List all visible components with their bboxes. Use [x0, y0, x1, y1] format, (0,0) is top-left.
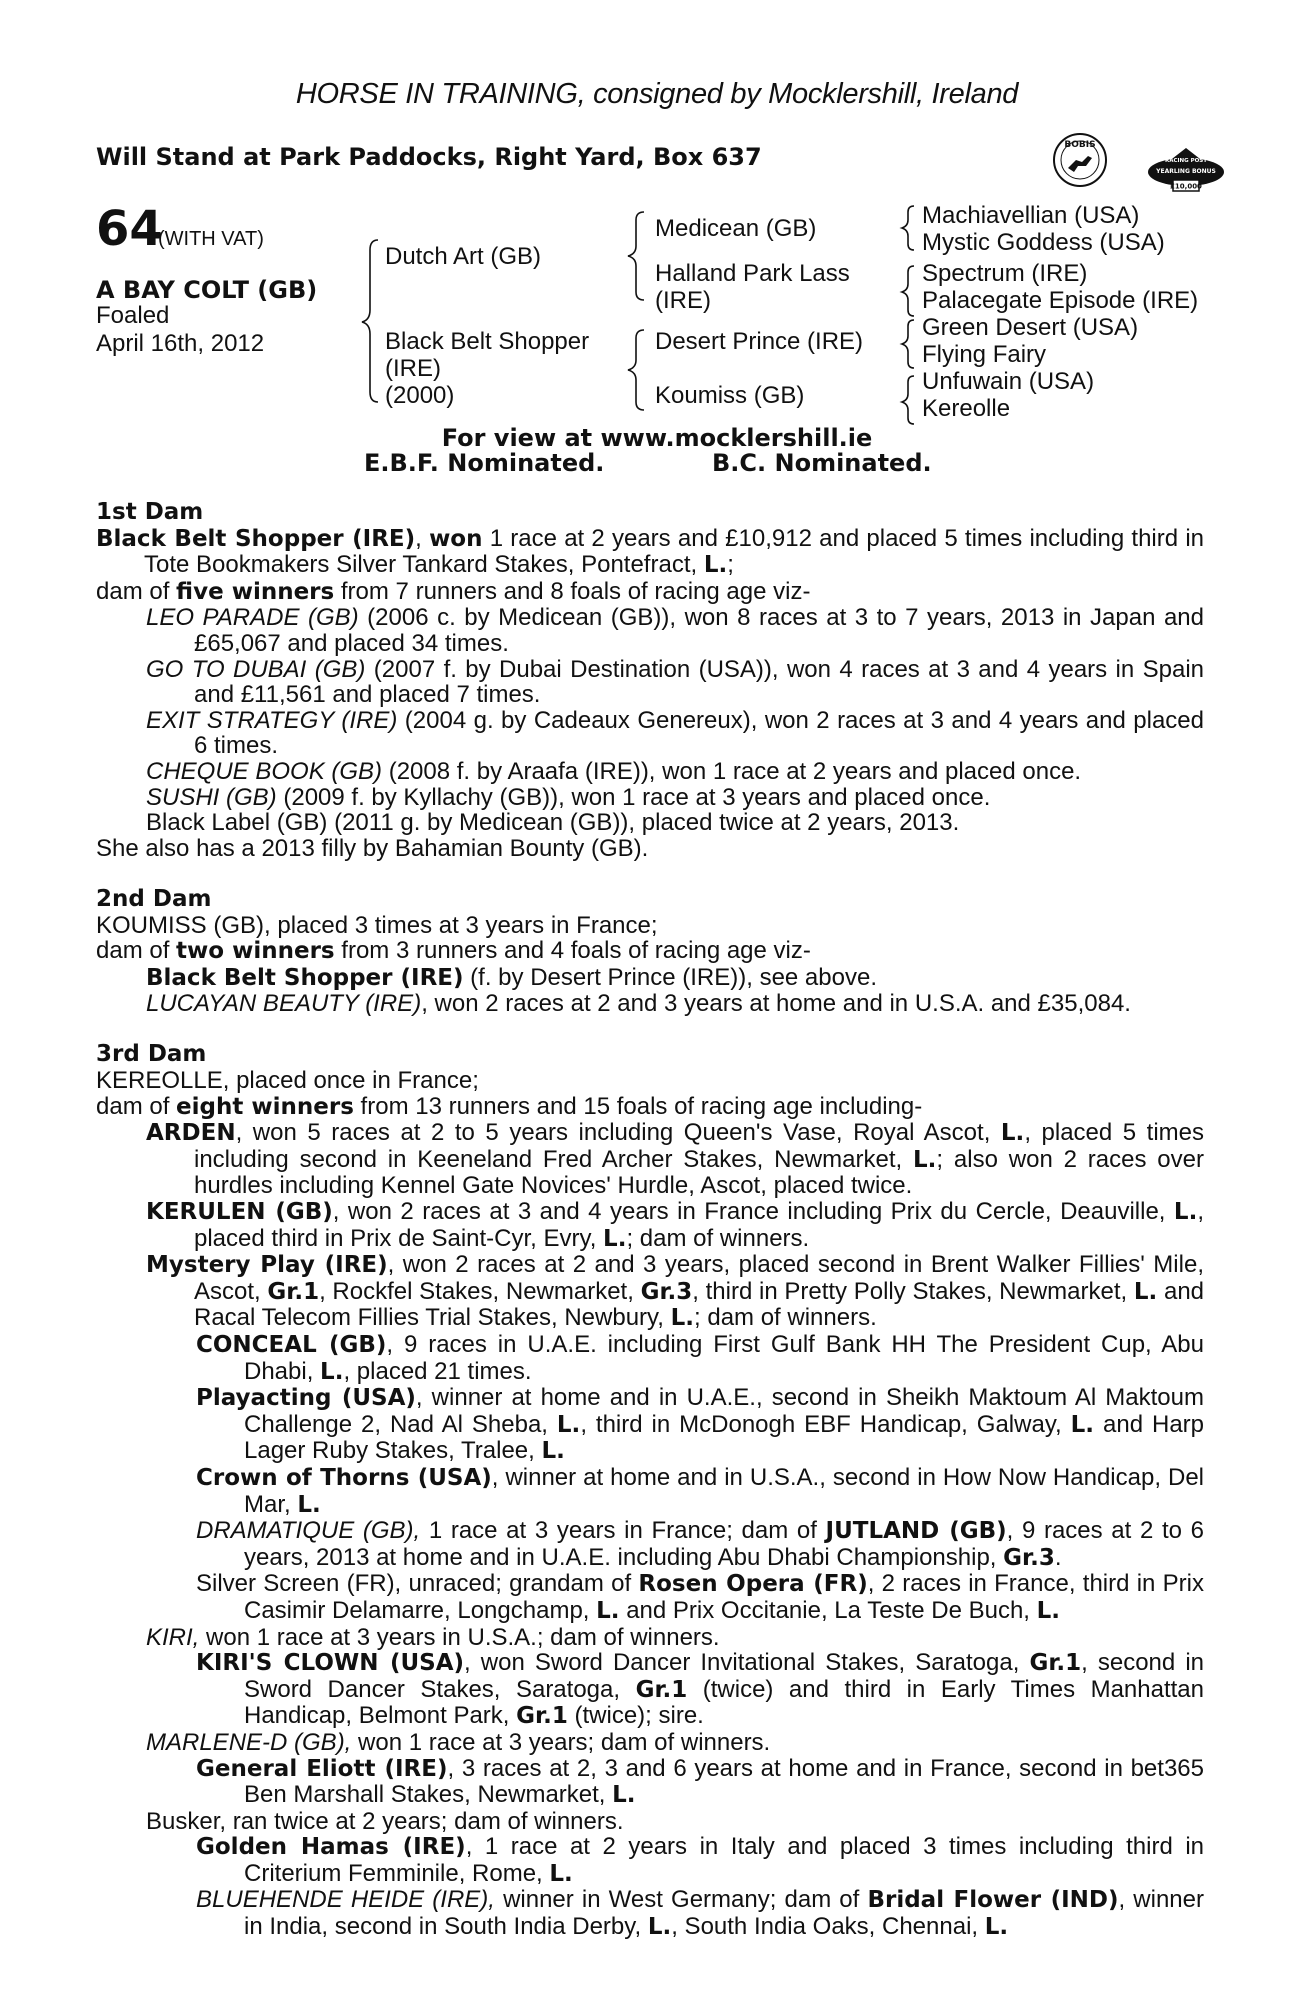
produce-item: EXIT STRATEGY (IRE) (2004 g. by Cadeaux Genereux), won 2 races at 3 and 4 years and placed 6 times. [146, 706, 1204, 760]
svg-text:£10,000: £10,000 [1170, 182, 1202, 191]
first-dam-heading: 1st Dam [96, 499, 204, 525]
pedigree-dds: Unfuwain (USA) [922, 368, 1095, 395]
pedigree-dam-line2: (IRE) [385, 355, 441, 382]
third-dam-produce: dam of eight winners from 13 runners and 15 foals of racing age including- [96, 1092, 923, 1120]
pedigree-sdd: Palacegate Episode (IRE) [922, 287, 1199, 314]
pedigree-sire-sire: Medicean (GB) [655, 215, 817, 242]
lot-number: 64 [96, 201, 163, 257]
pedigree-notes [96, 500, 1204, 1941]
bc-nominated: B.C. Nominated. [712, 449, 932, 477]
first-dam-produce: dam of five winners from 7 runners and 8 foals of racing age viz- [96, 577, 811, 605]
pedigree-dam-line3: (2000) [385, 382, 455, 409]
produce-item: KERULEN (GB), won 2 races at 3 and 4 years in France including Prix du Cercle, Deauville, L., placed third in Prix de Saint-Cyr, Evry, L.; dam of winners. [146, 1198, 1204, 1252]
produce-item: Crown of Thorns (USA), winner at home and in U.S.A., second in How Now Handicap, Del Mar, L. [196, 1463, 1204, 1518]
first-dam-also: She also has a 2013 filly by Bahamian Bounty (GB). [96, 834, 649, 862]
second-dam-heading: 2nd Dam [96, 885, 212, 912]
produce-item: Black Label (GB) (2011 g. by Medicean (GB)), placed twice at 2 years, 2013. [146, 809, 960, 837]
produce-item: KIRI, won 1 race at 3 years in U.S.A.; dam of winners. [146, 1623, 720, 1651]
foaled-date: April 16th, 2012 [96, 330, 265, 357]
produce-item: Silver Screen (FR), unraced; grandam of Rosen Opera (FR), 2 races in France, third in Prix Casimir Delamarre, Longchamp, L. and Prix Occitanie, La Teste De Buch, L. [196, 1570, 1204, 1624]
svg-text:BOBIS: BOBIS [1064, 140, 1096, 150]
produce-item: DRAMATIQUE (GB), 1 race at 3 years in France; dam of JUTLAND (GB), 9 races at 2 to 6 years, 2013 at home and in U.A.E. including Abu Dhabi Championship, Gr.3. [196, 1517, 1204, 1571]
produce-item: Golden Hamas (IRE), 1 race at 2 years in Italy and placed 3 times including third in Criterium Femminile, Rome, L. [196, 1833, 1205, 1887]
pedigree-ddd: Kereolle [922, 395, 1011, 422]
produce-item: KIRI'S CLOWN (USA), won Sword Dancer Invitational Stakes, Saratoga, Gr.1, second in Sword Dancer Stakes, Saratoga, Gr.1 (twice) and third in Early Times Manhattan Handicap, Belmont Park, Gr.1 (twice); sire. [196, 1649, 1204, 1730]
third-dam-record: KEREOLLE, placed once in France; [96, 1067, 479, 1095]
ebf-nominated: E.B.F. Nominated. [364, 449, 605, 477]
second-dam-produce: dam of two winners from 3 runners and 4 foals of racing age viz- [96, 937, 811, 965]
pedigree-dam [385, 328, 589, 409]
second-dam-record: KOUMISS (GB), placed 3 times at 3 years in France; [96, 911, 658, 939]
foaled-label: Foaled [96, 302, 170, 329]
pedigree-sire-dam-line2: (IRE) [655, 287, 711, 314]
pedigree-dam-dam: Koumiss (GB) [655, 382, 805, 409]
stand-location: Will Stand at Park Paddocks, Right Yard, Box 637 [96, 143, 762, 171]
pedigree-dsd: Flying Fairy [922, 341, 1047, 368]
produce-item: MARLENE-D (GB), won 1 race at 3 years; dam of winners. [146, 1728, 771, 1756]
produce-item: BLUEHENDE HEIDE (IRE), winner in West Germany; dam of Bridal Flower (IND), winner in India, second in South India Derby, L., South India Oaks, Chennai, L. [196, 1886, 1204, 1941]
pedigree-dam-line1: Black Belt Shopper [385, 328, 590, 355]
produce-item: SUSHI (GB) (2009 f. by Kyllachy (GB)), won 1 race at 3 years and placed once. [146, 783, 991, 811]
pedigree-sss: Machiavellian (USA) [922, 202, 1140, 229]
produce-item: CHEQUE BOOK (GB) (2008 f. by Araafa (IRE)), won 1 race at 2 years and placed once. [146, 757, 1082, 785]
produce-item: LUCAYAN BEAUTY (IRE), won 2 races at 2 and 3 years at home and in U.S.A. and £35,084. [146, 990, 1131, 1018]
pedigree-sire: Dutch Art (GB) [385, 243, 542, 270]
horse-name: A BAY COLT (GB) [96, 276, 318, 304]
produce-item: LEO PARADE (GB) (2006 c. by Medicean (GB)), won 8 races at 3 to 7 years, 2013 in Japan and £65,067 and placed 34 times. [146, 604, 1204, 657]
pedigree-dss: Green Desert (USA) [922, 314, 1139, 341]
svg-text:YEARLING BONUS: YEARLING BONUS [1156, 168, 1216, 175]
produce-item: Playacting (USA), winner at home and in U.A.E., second in Sheikh Maktoum Al Maktoum Challenge 2, Nad Al Sheba, L., third in McDonogh EBF Handicap, Galway, L. and Harp Lager Ruby Stakes, Tralee, L. [196, 1384, 1205, 1465]
view-url-line: For view at www.mocklershill.ie [441, 424, 873, 452]
produce-item: Busker, ran twice at 2 years; dam of winners. [146, 1807, 624, 1835]
pedigree-sire-dam-line1: Halland Park Lass [655, 260, 850, 287]
produce-item: ARDEN, won 5 races at 2 to 5 years including Queen's Vase, Royal Ascot, L., placed 5 times including second in Keeneland Fred Archer Stakes, Newmarket, L.; also won 2 races over hurdles including Kennel Gate Novices' Hurdle, Ascot, placed twice. [146, 1119, 1204, 1200]
produce-item: General Eliott (IRE), 3 races at 2, 3 and 6 years at home and in France, second in bet365 Ben Marshall Stakes, Newmarket, L. [196, 1754, 1204, 1809]
pedigree-dam-sire: Desert Prince (IRE) [655, 328, 864, 355]
svg-text:RACING POST: RACING POST [1164, 158, 1208, 164]
produce-item: Mystery Play (IRE), won 2 races at 2 and 3 years, placed second in Brent Walker Fillies' Mile, Ascot, Gr.1, Rockfel Stakes, Newmarket, Gr.3, third in Pretty Polly Stakes, Newmarket, L. and Racal Telecom Fillies Trial Stakes, Newbury, L.; dam of winners. [146, 1251, 1205, 1332]
produce-item: GO TO DUBAI (GB) (2007 f. by Dubai Destination (USA)), won 4 races at 3 and 4 years in Spain and £11,561 and placed 7 times. [146, 655, 1204, 709]
first-dam-record: Black Belt Shopper (IRE), won 1 race at 2 years and £10,912 and placed 5 times including third in Tote Bookmakers Silver Tankard Stakes, Pontefract, L.; [96, 524, 1204, 579]
third-dam-heading: 3rd Dam [96, 1041, 207, 1068]
pedigree-ssd: Mystic Goddess (USA) [922, 229, 1165, 256]
page-title: HORSE IN TRAINING, consigned by Mocklershill, Ireland [295, 78, 1019, 110]
produce-item: Black Belt Shopper (IRE) (f. by Desert Prince (IRE)), see above. [146, 963, 877, 991]
produce-item: CONCEAL (GB), 9 races in U.A.E. including First Gulf Bank HH The President Cup, Abu Dhabi, L., placed 21 times. [196, 1331, 1204, 1385]
pedigree-sire-dam [655, 260, 850, 314]
vat-note: (WITH VAT) [158, 228, 264, 250]
pedigree-sds: Spectrum (IRE) [922, 260, 1088, 287]
